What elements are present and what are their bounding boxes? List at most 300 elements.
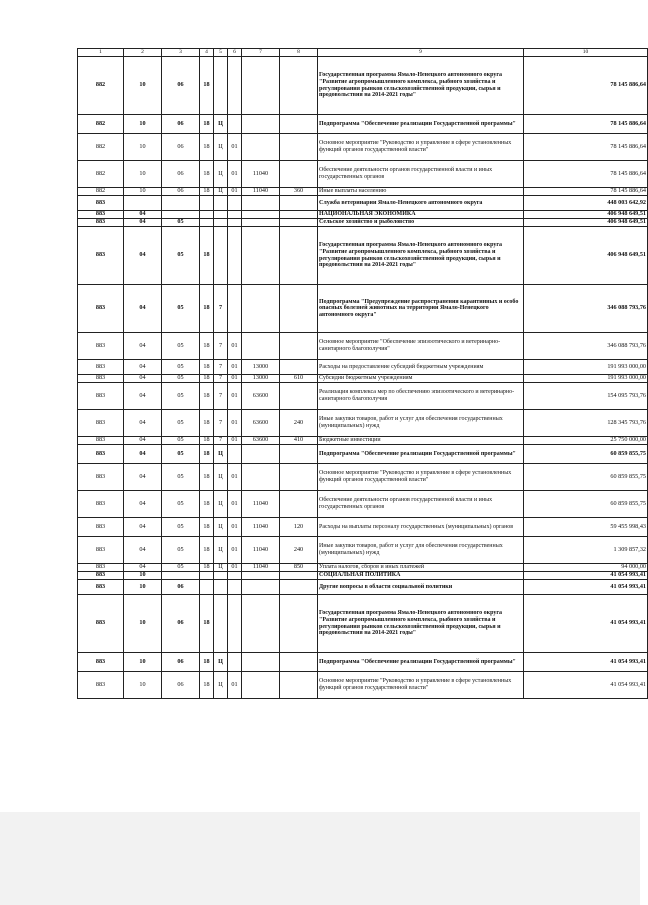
table-row (78, 537, 648, 564)
col-code: 882 (78, 115, 124, 134)
col-subprogram: Ц (214, 134, 228, 161)
col-subsection: 05 (162, 219, 200, 227)
col-code: 883 (78, 375, 124, 383)
col-subprogram (214, 219, 228, 227)
col-amount: 78 145 886,64 (524, 161, 648, 188)
col-subsection: 05 (162, 464, 200, 491)
table-row (78, 115, 648, 134)
col-activity: 01 (228, 518, 242, 537)
col-direction (242, 653, 280, 672)
col-subsection: 05 (162, 383, 200, 410)
col-amount: 78 145 886,64 (524, 57, 648, 115)
col-activity: 01 (228, 360, 242, 375)
col-section: 04 (124, 227, 162, 285)
table-row (78, 161, 648, 188)
col-direction (242, 572, 280, 580)
col-section: 04 (124, 333, 162, 360)
col-code: 883 (78, 572, 124, 580)
col-code: 883 (78, 653, 124, 672)
col-section: 04 (124, 211, 162, 219)
col-subsection: 06 (162, 595, 200, 653)
col-amount: 60 859 855,75 (524, 445, 648, 464)
header-cell: 1 (78, 49, 124, 57)
col-direction: 11040 (242, 564, 280, 572)
table-row (78, 134, 648, 161)
col-section: 10 (124, 115, 162, 134)
col-type (280, 211, 318, 219)
col-activity (228, 653, 242, 672)
col-type: 610 (280, 375, 318, 383)
col-program: 18 (200, 227, 214, 285)
col-type: 240 (280, 537, 318, 564)
col-type (280, 491, 318, 518)
col-amount: 346 088 793,76 (524, 285, 648, 333)
col-subprogram (214, 196, 228, 211)
table-row (78, 464, 648, 491)
col-type (280, 595, 318, 653)
header-cell: 9 (318, 49, 524, 57)
table-row (78, 333, 648, 360)
col-description: НАЦИОНАЛЬНАЯ ЭКОНОМИКА (318, 211, 524, 219)
header-cell: 10 (524, 49, 648, 57)
col-subsection: 05 (162, 564, 200, 572)
col-code: 882 (78, 188, 124, 196)
col-type (280, 196, 318, 211)
col-subprogram: Ц (214, 518, 228, 537)
col-type (280, 360, 318, 375)
col-description: Обеспечение деятельности органов государственной власти и иных государственных органов (318, 491, 524, 518)
col-code: 883 (78, 219, 124, 227)
col-direction (242, 57, 280, 115)
col-description: Государственная программа Ямало-Ненецкого автономного округа "Развитие агропромышленного комплекса, рыбного хозяйства и регулирования рынков сельскохозяйственной продукции, сырья и продовольствия на 2014-2021 годы" (318, 227, 524, 285)
col-type (280, 57, 318, 115)
col-section: 04 (124, 375, 162, 383)
table-row (78, 285, 648, 333)
col-code: 883 (78, 333, 124, 360)
col-subsection: 05 (162, 437, 200, 445)
col-subprogram (214, 211, 228, 219)
col-amount: 41 054 993,41 (524, 595, 648, 653)
col-direction: 11040 (242, 188, 280, 196)
header-cell: 4 (200, 49, 214, 57)
col-activity (228, 445, 242, 464)
col-subsection: 05 (162, 491, 200, 518)
col-direction (242, 285, 280, 333)
col-program: 18 (200, 383, 214, 410)
col-activity (228, 595, 242, 653)
col-amount: 41 054 993,41 (524, 653, 648, 672)
col-code: 882 (78, 161, 124, 188)
col-section: 04 (124, 464, 162, 491)
col-direction (242, 595, 280, 653)
col-direction: 11040 (242, 161, 280, 188)
col-activity: 01 (228, 672, 242, 699)
col-type (280, 445, 318, 464)
col-program: 18 (200, 464, 214, 491)
header-row (78, 49, 648, 57)
col-subsection (162, 572, 200, 580)
col-subprogram: 7 (214, 360, 228, 375)
col-code: 883 (78, 672, 124, 699)
col-description: Уплата налогов, сборов и иных платежей (318, 564, 524, 572)
col-program: 18 (200, 595, 214, 653)
col-type (280, 672, 318, 699)
col-program: 18 (200, 285, 214, 333)
col-section: 04 (124, 285, 162, 333)
col-activity (228, 580, 242, 595)
table-row (78, 383, 648, 410)
col-section: 10 (124, 672, 162, 699)
col-code: 883 (78, 537, 124, 564)
col-activity (228, 219, 242, 227)
col-amount: 78 145 886,64 (524, 188, 648, 196)
col-code: 883 (78, 491, 124, 518)
col-type: 120 (280, 518, 318, 537)
col-amount: 154 095 793,76 (524, 383, 648, 410)
col-description: Подпрограмма "Обеспечение реализации Государственной программы" (318, 653, 524, 672)
col-subprogram: 7 (214, 333, 228, 360)
col-activity: 01 (228, 333, 242, 360)
col-amount: 128 345 793,76 (524, 410, 648, 437)
col-program: 18 (200, 518, 214, 537)
col-code: 883 (78, 564, 124, 572)
col-type (280, 333, 318, 360)
col-description: Подпрограмма "Обеспечение реализации Государственной программы" (318, 115, 524, 134)
col-activity: 01 (228, 134, 242, 161)
col-program (200, 196, 214, 211)
col-subsection: 05 (162, 537, 200, 564)
col-subsection: 06 (162, 188, 200, 196)
col-activity (228, 227, 242, 285)
col-type (280, 161, 318, 188)
col-section: 04 (124, 410, 162, 437)
col-amount: 41 054 993,41 (524, 672, 648, 699)
col-description: Служба ветеринарии Ямало-Ненецкого автономного округа (318, 196, 524, 211)
col-description: Основное мероприятие "Руководство и управление в сфере установленных функций органов государственной власти" (318, 134, 524, 161)
col-description: Бюджетные инвестиции (318, 437, 524, 445)
col-subsection: 06 (162, 580, 200, 595)
col-amount: 448 003 642,92 (524, 196, 648, 211)
table-row (78, 445, 648, 464)
col-section: 04 (124, 445, 162, 464)
header-cell: 2 (124, 49, 162, 57)
col-subsection: 05 (162, 410, 200, 437)
col-activity: 01 (228, 491, 242, 518)
col-description: Подпрограмма "Предупреждение распространения карантинных и особо опасных болезней животных на территории Ямало-Ненецкого автономного округа" (318, 285, 524, 333)
col-description: Основное мероприятие "Обеспечение эпизоотического и ветеринарно-санитарного благополучия" (318, 333, 524, 360)
col-code: 883 (78, 227, 124, 285)
table-row (78, 219, 648, 227)
col-direction (242, 333, 280, 360)
col-direction (242, 196, 280, 211)
col-code: 883 (78, 360, 124, 375)
col-description: Подпрограмма "Обеспечение реализации Государственной программы" (318, 445, 524, 464)
col-code: 883 (78, 518, 124, 537)
col-subprogram: Ц (214, 537, 228, 564)
col-type (280, 227, 318, 285)
col-description: Обеспечение деятельности органов государственной власти и иных государственных органов (318, 161, 524, 188)
col-description: Иные выплаты населению (318, 188, 524, 196)
table-row (78, 491, 648, 518)
col-section: 10 (124, 580, 162, 595)
table-body (78, 49, 648, 699)
col-subsection: 05 (162, 333, 200, 360)
table-row (78, 188, 648, 196)
col-activity (228, 285, 242, 333)
col-description: СОЦИАЛЬНАЯ ПОЛИТИКА (318, 572, 524, 580)
col-program: 18 (200, 491, 214, 518)
col-direction (242, 580, 280, 595)
col-direction: 13000 (242, 360, 280, 375)
table-row (78, 518, 648, 537)
col-section: 04 (124, 518, 162, 537)
col-subprogram: 7 (214, 437, 228, 445)
col-type: 240 (280, 410, 318, 437)
col-amount: 191 993 000,00 (524, 375, 648, 383)
col-subsection: 06 (162, 115, 200, 134)
col-amount: 41 054 993,41 (524, 580, 648, 595)
col-amount: 25 750 000,00 (524, 437, 648, 445)
col-amount: 78 145 886,64 (524, 115, 648, 134)
col-code: 882 (78, 134, 124, 161)
col-activity (228, 57, 242, 115)
col-section: 04 (124, 219, 162, 227)
col-amount: 59 455 998,43 (524, 518, 648, 537)
col-subprogram (214, 227, 228, 285)
col-type (280, 464, 318, 491)
col-amount: 406 948 649,51 (524, 211, 648, 219)
col-type (280, 383, 318, 410)
col-subprogram: 7 (214, 375, 228, 383)
col-description: Иные закупки товаров, работ и услуг для обеспечения государственных (муниципальных) нужд (318, 410, 524, 437)
budget-table (77, 48, 648, 699)
col-subprogram: Ц (214, 491, 228, 518)
col-direction: 63600 (242, 383, 280, 410)
col-amount: 41 054 993,41 (524, 572, 648, 580)
col-program: 18 (200, 188, 214, 196)
col-subprogram: 7 (214, 285, 228, 333)
table-row (78, 196, 648, 211)
col-amount: 60 859 855,75 (524, 491, 648, 518)
table-row (78, 57, 648, 115)
col-description: Государственная программа Ямало-Ненецкого автономного округа "Развитие агропромышленного комплекса, рыбного хозяйства и регулирования рынков сельскохозяйственной продукции, сырья и продовольствия на 2014-2021 годы" (318, 595, 524, 653)
table-row (78, 227, 648, 285)
col-type (280, 653, 318, 672)
col-direction (242, 134, 280, 161)
col-code: 883 (78, 580, 124, 595)
col-subsection: 05 (162, 445, 200, 464)
col-code: 883 (78, 410, 124, 437)
col-subsection: 06 (162, 161, 200, 188)
col-subsection: 05 (162, 518, 200, 537)
col-program: 18 (200, 161, 214, 188)
col-section: 04 (124, 360, 162, 375)
col-direction (242, 464, 280, 491)
header-cell: 6 (228, 49, 242, 57)
col-subprogram: 7 (214, 410, 228, 437)
col-subprogram: Ц (214, 115, 228, 134)
col-section (124, 196, 162, 211)
col-program: 18 (200, 445, 214, 464)
col-program: 18 (200, 537, 214, 564)
col-activity: 01 (228, 383, 242, 410)
header-cell: 5 (214, 49, 228, 57)
table-row (78, 437, 648, 445)
col-section: 10 (124, 572, 162, 580)
col-subprogram: Ц (214, 564, 228, 572)
col-description: Расходы на предоставление субсидий бюджетным учреждениям (318, 360, 524, 375)
col-activity: 01 (228, 437, 242, 445)
col-description: Иные закупки товаров, работ и услуг для обеспечения государственных (муниципальных) нужд (318, 537, 524, 564)
col-section: 10 (124, 595, 162, 653)
table-row (78, 360, 648, 375)
table-row (78, 375, 648, 383)
col-section: 04 (124, 383, 162, 410)
col-type (280, 115, 318, 134)
col-section: 10 (124, 653, 162, 672)
col-program: 18 (200, 653, 214, 672)
col-activity: 01 (228, 410, 242, 437)
table-row (78, 653, 648, 672)
header-cell: 7 (242, 49, 280, 57)
col-section: 10 (124, 57, 162, 115)
col-code: 882 (78, 57, 124, 115)
col-description: Государственная программа Ямало-Ненецкого автономного округа "Развитие агропромышленного комплекса, рыбного хозяйства и регулирования рынков сельскохозяйственной продукции, сырья и продовольствия на 2014-2021 годы" (318, 57, 524, 115)
table-row (78, 580, 648, 595)
col-subprogram: Ц (214, 188, 228, 196)
col-activity: 01 (228, 464, 242, 491)
col-type (280, 572, 318, 580)
col-section: 04 (124, 537, 162, 564)
col-subsection: 05 (162, 360, 200, 375)
col-amount: 78 145 886,64 (524, 134, 648, 161)
col-section: 04 (124, 437, 162, 445)
col-section: 10 (124, 134, 162, 161)
col-activity: 01 (228, 564, 242, 572)
col-program: 18 (200, 375, 214, 383)
scan-margin (0, 812, 640, 905)
col-program: 18 (200, 437, 214, 445)
col-type (280, 285, 318, 333)
col-activity: 01 (228, 375, 242, 383)
col-activity: 01 (228, 161, 242, 188)
col-code: 883 (78, 211, 124, 219)
col-section: 04 (124, 491, 162, 518)
col-program: 18 (200, 134, 214, 161)
col-program: 18 (200, 333, 214, 360)
col-direction: 63600 (242, 437, 280, 445)
col-amount: 406 948 649,51 (524, 227, 648, 285)
col-type (280, 219, 318, 227)
col-program: 18 (200, 564, 214, 572)
col-subsection: 05 (162, 285, 200, 333)
col-subprogram: Ц (214, 653, 228, 672)
col-subsection: 06 (162, 134, 200, 161)
table-row (78, 211, 648, 219)
col-program: 18 (200, 115, 214, 134)
col-activity (228, 572, 242, 580)
col-amount: 94 000,00 (524, 564, 648, 572)
col-description: Реализация комплекса мер по обеспечению эпизоотического и ветеринарно-санитарного благополучия (318, 383, 524, 410)
col-subsection (162, 196, 200, 211)
col-code: 883 (78, 464, 124, 491)
col-direction (242, 227, 280, 285)
header-cell: 8 (280, 49, 318, 57)
col-direction (242, 445, 280, 464)
col-section: 10 (124, 161, 162, 188)
col-amount: 1 309 857,32 (524, 537, 648, 564)
col-activity: 01 (228, 188, 242, 196)
col-activity (228, 196, 242, 211)
table-row (78, 410, 648, 437)
col-program (200, 580, 214, 595)
col-type (280, 580, 318, 595)
col-type (280, 134, 318, 161)
col-type: 850 (280, 564, 318, 572)
col-activity (228, 115, 242, 134)
col-activity (228, 211, 242, 219)
col-program (200, 211, 214, 219)
col-subprogram: 7 (214, 383, 228, 410)
col-direction (242, 115, 280, 134)
col-program: 18 (200, 410, 214, 437)
col-description: Основное мероприятие "Руководство и управление в сфере установленных функций органов государственной власти" (318, 464, 524, 491)
table-row (78, 572, 648, 580)
col-code: 883 (78, 196, 124, 211)
col-program: 18 (200, 672, 214, 699)
col-activity: 01 (228, 537, 242, 564)
col-description: Сельское хозяйство и рыболовство (318, 219, 524, 227)
col-section: 10 (124, 188, 162, 196)
col-subsection: 05 (162, 375, 200, 383)
col-type: 410 (280, 437, 318, 445)
col-direction: 13000 (242, 375, 280, 383)
table-row (78, 595, 648, 653)
col-program (200, 572, 214, 580)
table-row (78, 672, 648, 699)
col-program: 18 (200, 57, 214, 115)
col-subprogram (214, 580, 228, 595)
col-direction: 11040 (242, 518, 280, 537)
col-description: Основное мероприятие "Руководство и управление в сфере установленных функций органов государственной власти" (318, 672, 524, 699)
col-amount: 406 948 649,51 (524, 219, 648, 227)
col-code: 883 (78, 445, 124, 464)
col-amount: 191 993 000,00 (524, 360, 648, 375)
col-subprogram (214, 57, 228, 115)
col-subsection: 05 (162, 227, 200, 285)
col-subsection: 06 (162, 653, 200, 672)
col-description: Расходы на выплаты персоналу государственных (муниципальных) органов (318, 518, 524, 537)
col-direction (242, 672, 280, 699)
table-row (78, 564, 648, 572)
col-section: 04 (124, 564, 162, 572)
col-direction: 63600 (242, 410, 280, 437)
col-subprogram: Ц (214, 161, 228, 188)
col-direction (242, 211, 280, 219)
col-amount: 346 088 793,76 (524, 333, 648, 360)
header-cell: 3 (162, 49, 200, 57)
col-amount: 60 859 855,75 (524, 464, 648, 491)
col-direction: 11040 (242, 537, 280, 564)
col-code: 883 (78, 285, 124, 333)
col-direction (242, 219, 280, 227)
col-program (200, 219, 214, 227)
col-program: 18 (200, 360, 214, 375)
col-code: 883 (78, 595, 124, 653)
col-description: Субсидии бюджетным учреждениям (318, 375, 524, 383)
col-subsection: 06 (162, 57, 200, 115)
col-subprogram: Ц (214, 672, 228, 699)
